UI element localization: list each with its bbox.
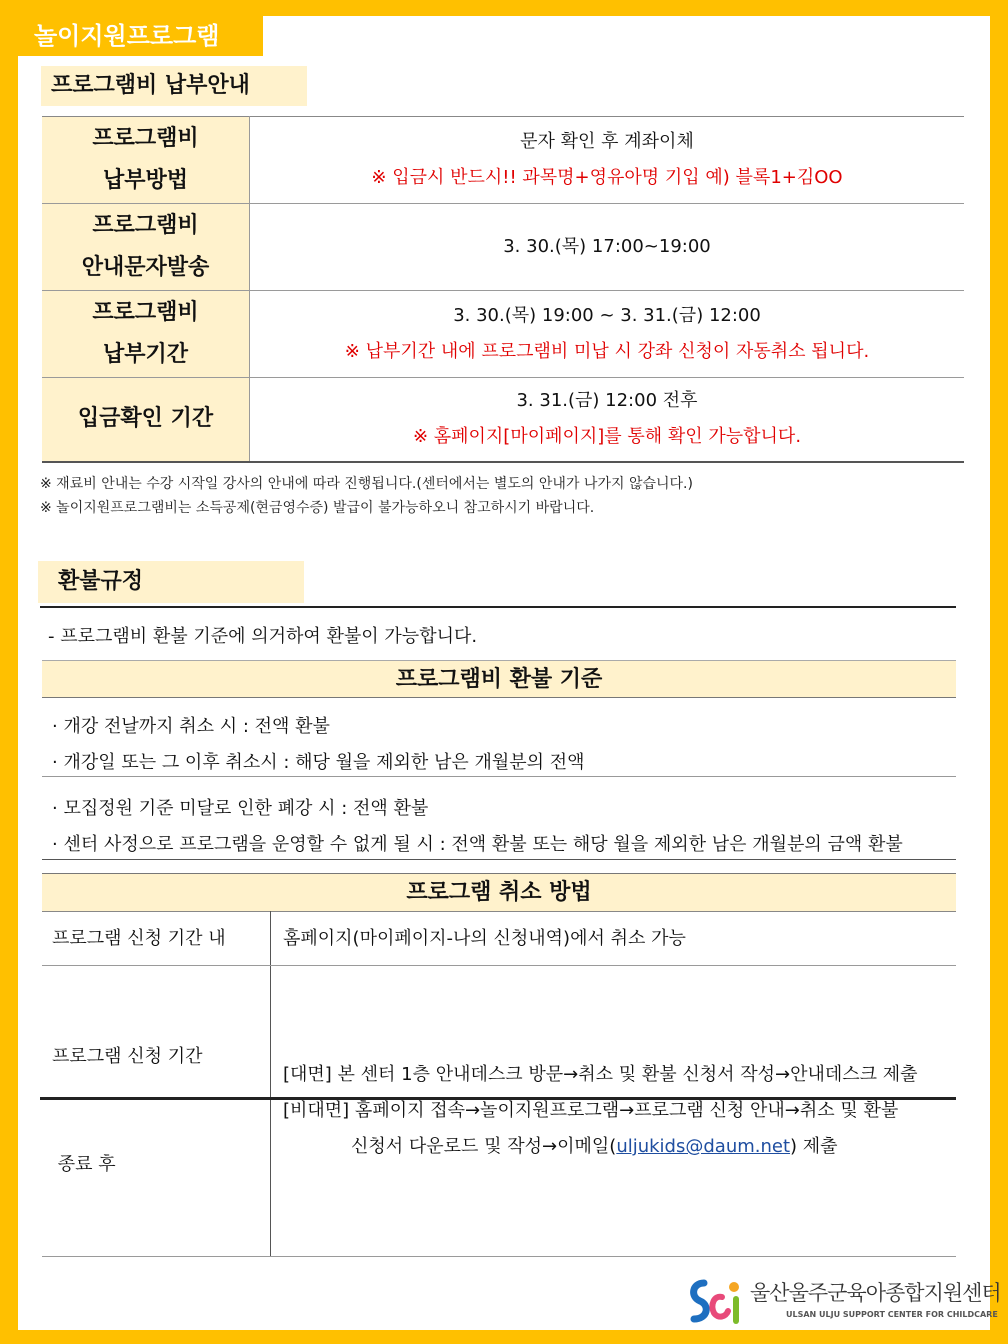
notice-text: ※ 입금시 반드시!! 과목명+영유아명 기입 예) 블록1+김OO [371, 167, 843, 188]
logo-mark-icon [686, 1275, 746, 1329]
table-row [42, 378, 964, 462]
refund-criteria-title: 프로그램비 환불 기준 [42, 660, 956, 698]
table-row [42, 117, 964, 204]
frame-top [0, 0, 1008, 16]
list-item: · 센터 사정으로 프로그램을 운영할 수 없게 될 시 : 전액 환불 또는 해당 월을 제외한 남은 개월분의 금액 환불 [52, 834, 903, 855]
table-row [42, 912, 956, 966]
email-link[interactable]: uljukids@daum.net [616, 1136, 791, 1157]
deposit-check-label: 입금확인 기간 [42, 378, 250, 462]
frame-left [0, 0, 18, 1344]
page-title: 놀이지원프로그램 [18, 16, 263, 56]
frame-right [990, 0, 1008, 1344]
divider [40, 606, 956, 608]
cancel-table [42, 911, 956, 1257]
deposit-check-value: 3. 31.(금) 12:00 전후 ※ 홈페이지[마이페이지]를 통해 확인 가능합니다. [250, 378, 965, 462]
table-row [42, 291, 964, 378]
refund-section-title: 환불규정 [38, 561, 304, 603]
table-row [42, 204, 964, 291]
logo-subtext: ULSAN ULJU SUPPORT CENTER FOR CHILDCARE [786, 1310, 998, 1319]
divider [42, 776, 956, 777]
note-material: ※ 재료비 안내는 수강 시작일 강사의 안내에 따라 진행됩니다.(센터에서는 별도의 안내가 나가지 않습니다.) [40, 476, 693, 492]
divider [40, 1097, 956, 1100]
list-item: · 모집정원 기준 미달로 인한 폐강 시 : 전액 환불 [52, 798, 429, 819]
note-tax: ※ 놀이지원프로그램비는 소득공제(현금영수증) 발급이 불가능하오니 참고하시기 바랍니다. [40, 500, 595, 516]
notice-text: ※ 납부기간 내에 프로그램비 미납 시 강좌 신청이 자동취소 됩니다. [344, 341, 870, 362]
payment-method-value: 문자 확인 후 계좌이체 ※ 입금시 반드시!! 과목명+영유아명 기입 예) 블록1+김OO [250, 117, 965, 204]
cancel-within-label: 프로그램 신청 기간 내 [42, 912, 271, 966]
cancel-within-value: 홈페이지(마이페이지-나의 신청내역)에서 취소 가능 [271, 912, 957, 966]
notice-text: ※ 홈페이지[마이페이지]를 통해 확인 가능합니다. [412, 426, 802, 448]
notice-sms-value: 3. 30.(목) 17:00~19:00 [250, 204, 965, 291]
logo-text: 울산울주군육아종합지원센터 [750, 1281, 1001, 1305]
table-row [42, 966, 956, 1257]
payment-section-title: 프로그램비 납부안내 [41, 66, 307, 106]
cancel-after-value: [대면] 본 센터 1층 안내데스크 방문→취소 및 환불 신청서 작성→안내데스크 제출 [비대면] 홈페이지 접속→놀이지원프로그램→프로그램 신청 안내→취소 및 환불 신청서 다운로드 및 작성→이메일(uljukids@daum.net) 제출 [271, 966, 957, 1257]
cancel-method-title: 프로그램 취소 방법 [42, 873, 956, 911]
payment-period-label: 프로그램비 납부기간 [42, 291, 250, 378]
refund-intro: - 프로그램비 환불 기준에 의거하여 환불이 가능합니다. [48, 626, 478, 647]
payment-table [42, 116, 964, 463]
list-item: · 개강 전날까지 취소 시 : 전액 환불 [52, 716, 330, 737]
cancel-after-label: 프로그램 신청 기간 종료 후 [42, 966, 271, 1257]
payment-period-value: 3. 30.(목) 19:00 ~ 3. 31.(금) 12:00 ※ 납부기간 내에 프로그램비 미납 시 강좌 신청이 자동취소 됩니다. [250, 291, 965, 378]
list-item: · 개강일 또는 그 이후 취소시 : 해당 월을 제외한 남은 개월분의 전액 [52, 752, 585, 773]
frame-bottom [0, 1330, 1008, 1344]
center-logo [686, 1275, 1001, 1329]
payment-method-label: 프로그램비 납부방법 [42, 117, 250, 204]
divider [42, 859, 956, 860]
notice-sms-label: 프로그램비 안내문자발송 [42, 204, 250, 291]
